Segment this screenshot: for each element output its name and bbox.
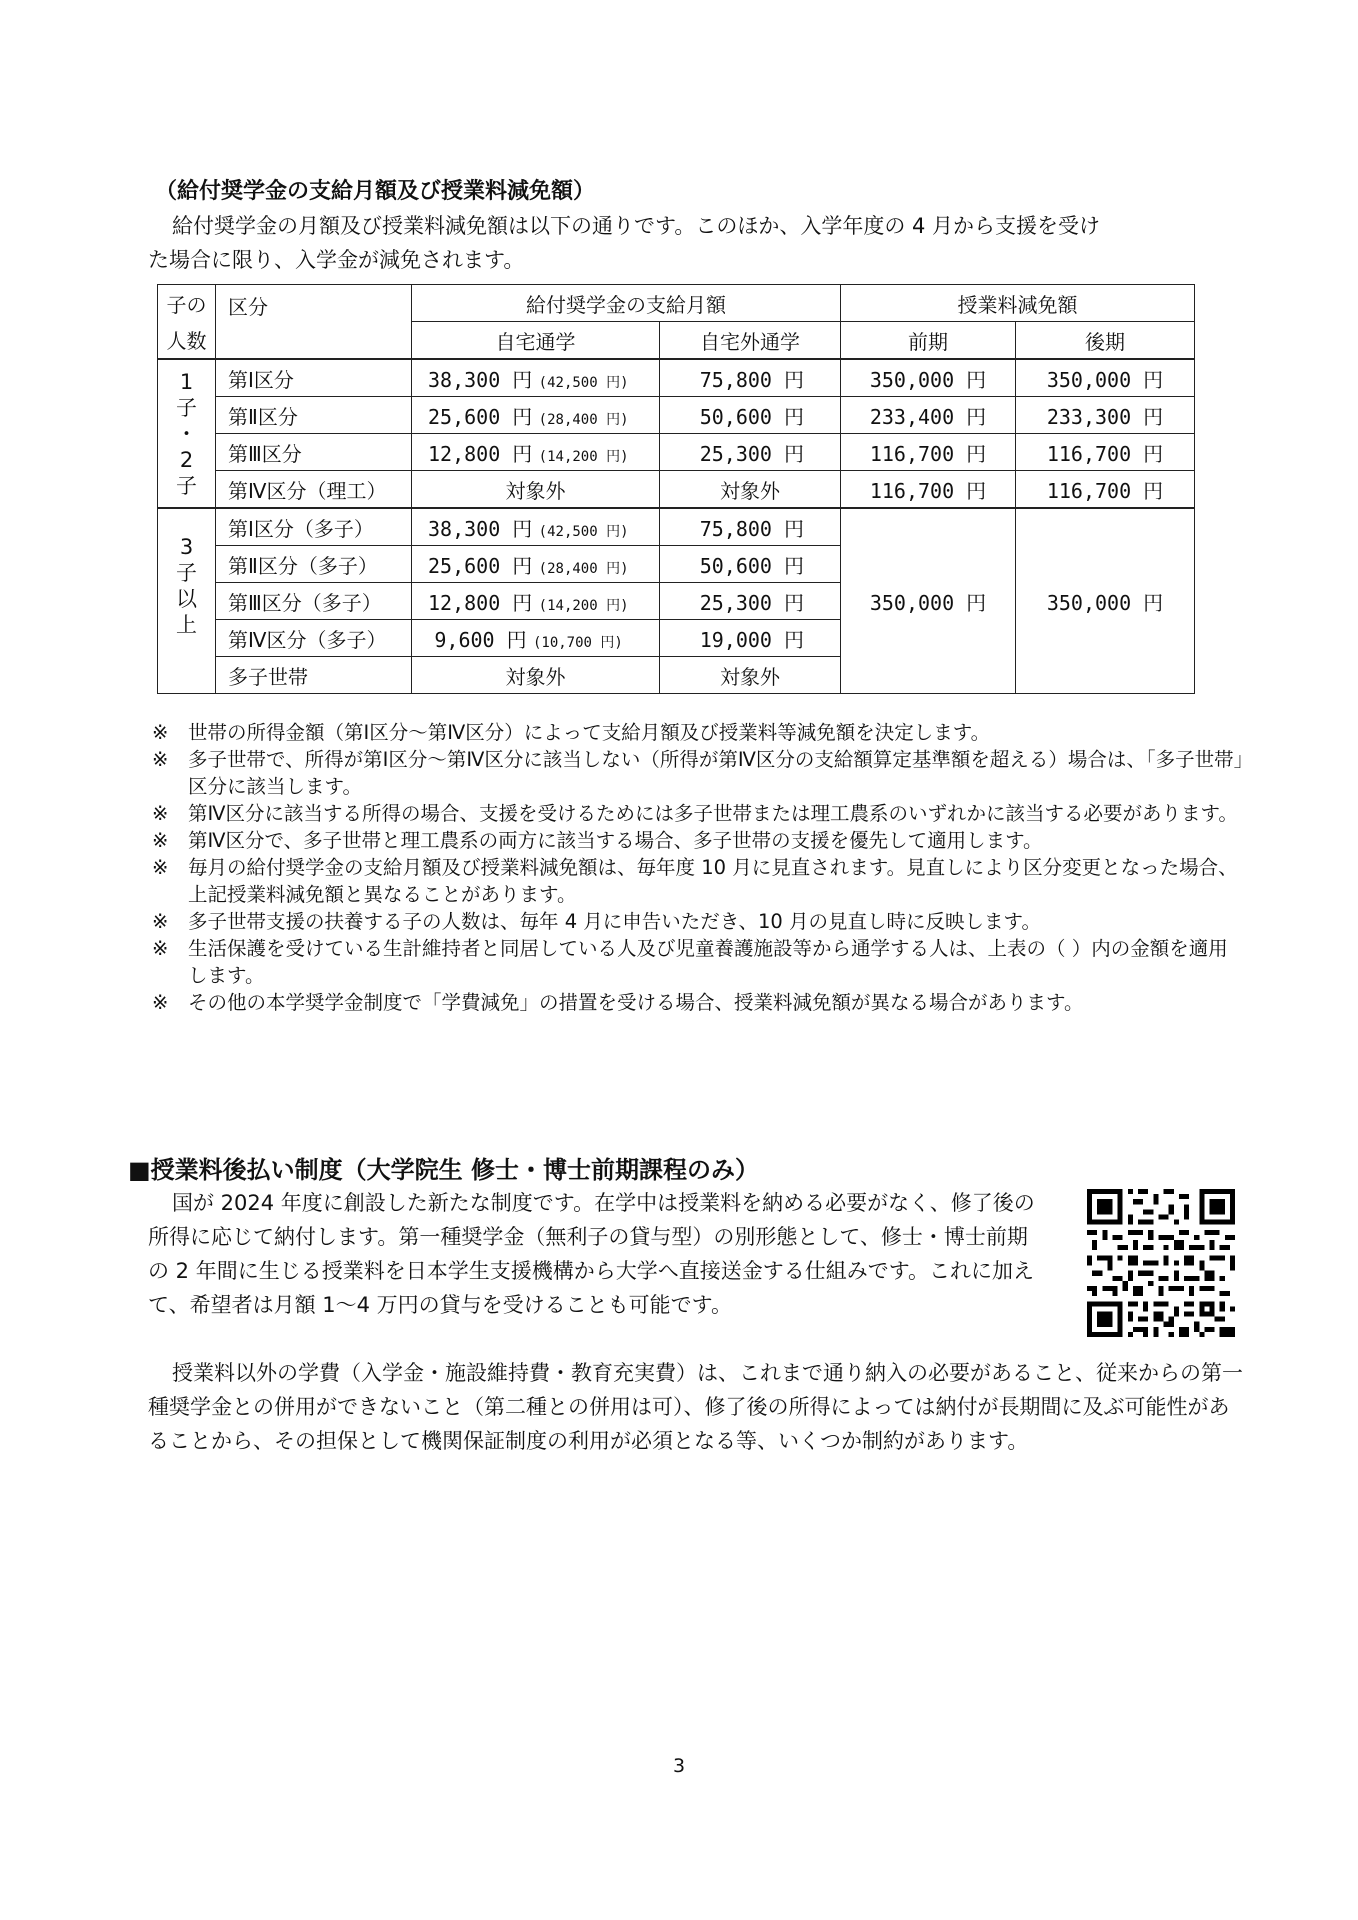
category-cell: 第Ⅳ区分（理工） bbox=[216, 471, 412, 509]
first-amount: 233,400 円 bbox=[841, 397, 1016, 434]
note-item: ※ 生活保護を受けている生計維持者と同居している人及び児童養護施設等から通学する人は、上表の（ ）内の金額を適用します。 bbox=[152, 937, 1228, 987]
section-heading-deferred: ■授業料後払い制度（大学院生 修士・博士前期課程のみ） bbox=[128, 1156, 760, 1184]
note-item: ※ 世帯の所得金額（第Ⅰ区分～第Ⅳ区分）によって支給月額及び授業料等減免額を決定します。 bbox=[152, 721, 991, 744]
category-cell: 多子世帯 bbox=[216, 657, 412, 694]
header-monthly: 給付奨学金の支給月額 bbox=[412, 285, 841, 322]
home-amount: 12,800 円 (14,200 円) bbox=[412, 583, 660, 620]
group2-label-4: 上 bbox=[176, 613, 197, 637]
group1-label-5: 子 bbox=[176, 473, 197, 498]
second-amount: 116,700 円 bbox=[1016, 471, 1195, 509]
intro-paragraph bbox=[148, 209, 1243, 277]
first-amount: 116,700 円 bbox=[841, 471, 1016, 509]
group2-second-amount: 350,000 円 bbox=[1016, 508, 1195, 694]
away-amount: 対象外 bbox=[660, 657, 841, 694]
group1-label-3: ・ bbox=[176, 421, 197, 446]
notes-list bbox=[152, 719, 1247, 1016]
scholarship-table bbox=[157, 284, 1195, 694]
group2-first-amount: 350,000 円 bbox=[841, 508, 1016, 694]
category-cell: 第Ⅲ区分（多子） bbox=[216, 583, 412, 620]
note-item: ※ 多子世帯支援の扶養する子の人数は、毎年 4 月に申告いただき、10 月の見直し時に反映します。 bbox=[152, 910, 1041, 933]
deferred-paragraph-1: 国が 2024 年度に創設した新たな制度です。在学中は授業料を納める必要がなく、修了後の所得に応じて納付します。第一種奨学金（無利子の貸与型）の別形態として、修士・博士前期の 2 年間に生じる授業料を日本学生支援機構から大学へ直接送金する仕組みです。これに加えて、希望者は月額 1～4 万円の貸与を受けることも可能です。 bbox=[148, 1191, 1035, 1317]
first-amount: 350,000 円 bbox=[841, 359, 1016, 397]
category-cell: 第Ⅱ区分 bbox=[216, 397, 412, 434]
home-amount: 38,300 円 (42,500 円) bbox=[412, 508, 660, 546]
home-amount: 25,600 円 (28,400 円) bbox=[412, 397, 660, 434]
group1-label-4: 2 bbox=[179, 447, 194, 472]
group1-label bbox=[158, 359, 216, 508]
away-amount: 対象外 bbox=[660, 471, 841, 509]
away-amount: 50,600 円 bbox=[660, 397, 841, 434]
group2-label-1: 3 bbox=[179, 535, 194, 559]
header-home: 自宅通学 bbox=[412, 322, 660, 360]
second-amount: 350,000 円 bbox=[1016, 359, 1195, 397]
category-cell: 第Ⅰ区分（多子） bbox=[216, 508, 412, 546]
home-amount: 12,800 円 (14,200 円) bbox=[412, 434, 660, 471]
header-category: 区分 bbox=[216, 285, 412, 360]
category-cell: 第Ⅲ区分 bbox=[216, 434, 412, 471]
note-item: ※ 第Ⅳ区分で、多子世帯と理工農系の両方に該当する場合、多子世帯の支援を優先して適用します。 bbox=[152, 829, 1043, 852]
second-amount: 233,300 円 bbox=[1016, 397, 1195, 434]
away-amount: 50,600 円 bbox=[660, 546, 841, 583]
header-second: 後期 bbox=[1016, 322, 1195, 360]
header-kids-2: 人数 bbox=[158, 322, 216, 360]
intro-line-1: 給付奨学金の月額及び授業料減免額は以下の通りです。このほか、入学年度の 4 月から支援を受け bbox=[172, 214, 1101, 238]
qr-code-image[interactable] bbox=[1087, 1189, 1235, 1337]
away-amount: 19,000 円 bbox=[660, 620, 841, 657]
header-kids-1: 子の bbox=[158, 285, 216, 322]
first-amount: 116,700 円 bbox=[841, 434, 1016, 471]
home-amount: 38,300 円 (42,500 円) bbox=[412, 359, 660, 397]
note-item: ※ 多子世帯で、所得が第Ⅰ区分～第Ⅳ区分に該当しない（所得が第Ⅳ区分の支給額算定基準額を超える）場合は、「多子世帯」区分に該当します。 bbox=[152, 748, 1244, 798]
page-number: 3 bbox=[672, 1755, 686, 1777]
group1-label-2: 子 bbox=[176, 395, 197, 420]
deferred-paragraph-2: 授業料以外の学費（入学金・施設維持費・教育充実費）は、これまで通り納入の必要があること、従来からの第一種奨学金との併用ができないこと（第二種との併用は可）、修了後の所得によっては納付が長期間に及ぶ可能性があることから、その担保として機関保証制度の利用が必須となる等、いくつか制約があります。 bbox=[148, 1361, 1243, 1453]
group1-label-1: 1 bbox=[179, 369, 194, 394]
note-item: ※ その他の本学奨学金制度で「学費減免」の措置を受ける場合、授業料減免額が異なる場合があります。 bbox=[152, 991, 1084, 1014]
header-tuition: 授業料減免額 bbox=[841, 285, 1195, 322]
category-cell: 第Ⅱ区分（多子） bbox=[216, 546, 412, 583]
note-item: ※ 第Ⅳ区分に該当する所得の場合、支援を受けるためには多子世帯または理工農系のいずれかに該当する必要があります。 bbox=[152, 802, 1238, 825]
header-away: 自宅外通学 bbox=[660, 322, 841, 360]
category-cell: 第Ⅰ区分 bbox=[216, 359, 412, 397]
away-amount: 75,800 円 bbox=[660, 508, 841, 546]
home-amount: 対象外 bbox=[412, 471, 660, 509]
group2-label-2: 子 bbox=[176, 561, 197, 585]
away-amount: 75,800 円 bbox=[660, 359, 841, 397]
second-amount: 116,700 円 bbox=[1016, 434, 1195, 471]
away-amount: 25,300 円 bbox=[660, 583, 841, 620]
home-amount: 9,600 円 (10,700 円) bbox=[412, 620, 660, 657]
group2-label bbox=[158, 508, 216, 694]
intro-line-2: た場合に限り、入学金が減免されます。 bbox=[148, 248, 525, 272]
header-first: 前期 bbox=[841, 322, 1016, 360]
section-heading-benefit: （給付奨学金の支給月額及び授業料減免額） bbox=[155, 179, 596, 204]
group2-label-3: 以 bbox=[176, 587, 197, 611]
category-cell: 第Ⅳ区分（多子） bbox=[216, 620, 412, 657]
home-amount: 対象外 bbox=[412, 657, 660, 694]
away-amount: 25,300 円 bbox=[660, 434, 841, 471]
note-item: ※ 毎月の給付奨学金の支給月額及び授業料減免額は、毎年度 10 月に見直されます。見直しにより区分変更となった場合、上記授業料減免額と異なることがあります。 bbox=[152, 856, 1238, 906]
home-amount: 25,600 円 (28,400 円) bbox=[412, 546, 660, 583]
